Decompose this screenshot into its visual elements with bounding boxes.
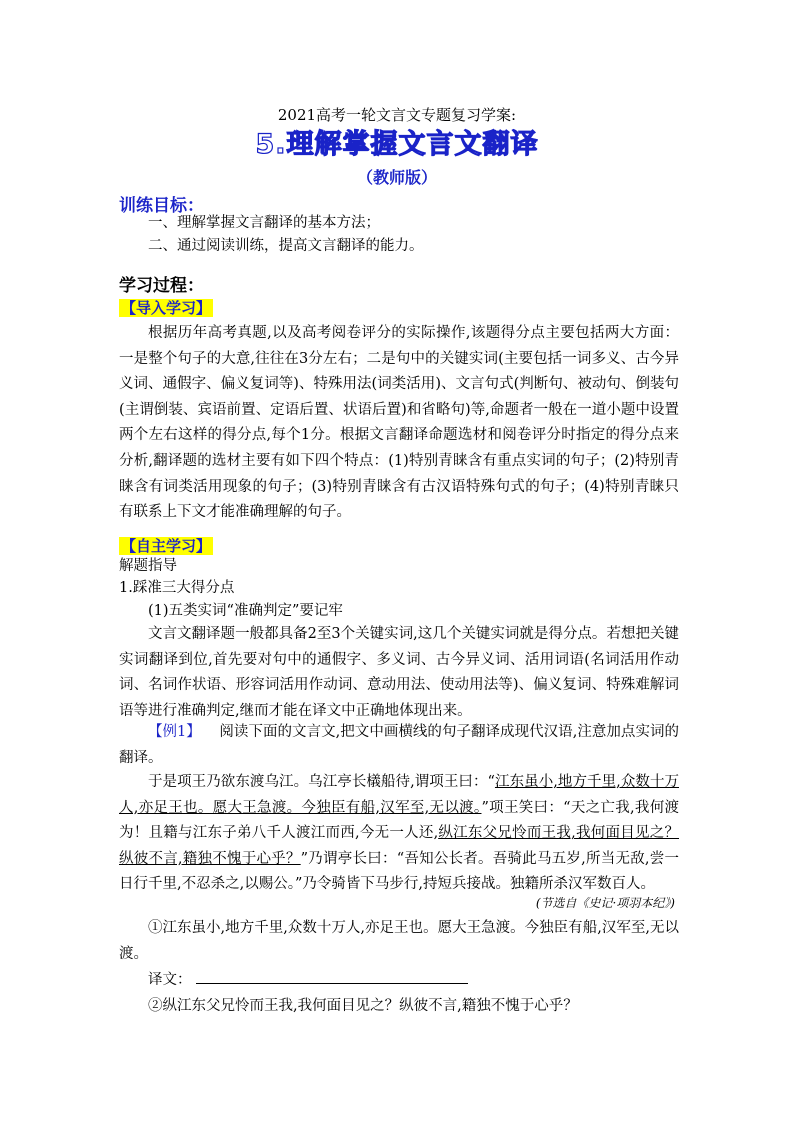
guide-heading: 解题指导 [119, 558, 177, 574]
doc-title: 5.理解掌握文言文翻译 [255, 129, 539, 160]
sub-heading: (1)五类实词“准确判定”要记牢 [148, 603, 343, 619]
sub1-text: 文言文翻译题一般都具备2至3个关键实词,这几个关键实词就是得分点。若想把关键实词翻译到位,首先要对句中的通假字、多义词、古今异义词、活用词语(名词活用作动词、名词作状语、形容词活用作动词、意动用法、使动用法等)、偏义复词、特殊难解词语等进行准确判定,继而才能在译文中正确地体现出来。 [119, 626, 679, 719]
example-tag: 【例1】 [148, 724, 201, 740]
passage-underlined-1: 江东虽小,地方千里,众数十万人,亦足王也。愿大王急渡。今独臣有船,汉军至,无以渡。 [119, 774, 679, 816]
point-heading: 1.踩准三大得分点 [119, 580, 235, 596]
doc-edition: （教师版） [356, 168, 437, 187]
goal-item: 一、理解掌握文言翻译的基本方法； [148, 215, 380, 231]
goal-item: 二、通过阅读训练，提高文言翻译的能力。 [148, 238, 424, 254]
goals-heading: 训练目标： [119, 196, 204, 216]
intro-tag-label: 【导入学习】 [121, 299, 212, 317]
question-1 [119, 916, 679, 967]
question-2: ②纵江东父兄怜而王我,我何面目见之？纵彼不言,籍独不愧于心乎？ [148, 998, 578, 1014]
doc-subtitle: 2021高考一轮文言文专题复习学案: [277, 106, 517, 124]
example-paragraph [119, 720, 679, 771]
passage-part-c: ”乃谓亭长曰：“吾知公长者。吾骑此马五岁,所当无敌,尝一日行千里,不忍杀之,以赐公。”乃令骑皆下马步行,持短兵接战。独籍所杀汉军数百人。 [119, 850, 680, 893]
translation-label: 译文： [148, 972, 192, 988]
process-heading: 学习过程： [119, 276, 204, 296]
self-study-tag-label: 【自主学习】 [121, 537, 212, 555]
passage-underlined-2: 纵江东父兄怜而王我,我何面目见之？纵彼不言,籍独不愧于心乎？ [119, 825, 680, 867]
passage-source: (节选自《史记·项羽本纪》) [535, 896, 675, 910]
intro-paragraph [119, 321, 679, 526]
passage-part-b: ”项王笑曰：“天之亡我,我何渡为！且籍与江东子弟八千人渡江而西,今无一人还, [119, 799, 679, 842]
intro-text: 根据历年高考真题,以及高考阅卷评分的实际操作,该题得分点主要包括两大方面：一是整个句子的大意,往往在3分左右；二是句中的关键实词(主要包括一词多义、古今异义词、通假字、偏义复词等)、特殊用法(词类活用)、文言句式(判断句、被动句、倒装句(主谓倒装、宾语前置、定语后置、状语后置)和省略句)等,命题者一般在一道小题中设置两个左右这样的得分点,每个1分。根据文言翻译命题选材和阅卷评分时指定的得分点来分析,翻译题的选材主要有如下四个特点：(1)特别青睐含有重点实词的句子；(2)特别青睐含有词类活用现象的句子；(3)特别青睐含有古汉语特殊句式的句子；(4)特别青睐只有联系上下文才能准确理解的句子。 [119, 325, 679, 521]
question-1-text: ①江东虽小,地方千里,众数十万人,亦足王也。愿大王急渡。今独臣有船,汉军至,无以渡。 [119, 920, 679, 962]
passage-paragraph [119, 770, 679, 898]
intro-tag [119, 297, 213, 318]
translation-answer-blank[interactable] [196, 969, 468, 984]
example-instruction: 阅读下面的文言文,把文中画横线的句子翻译成现代汉语,注意加点实词的翻译。 [119, 724, 680, 766]
sub1-paragraph [119, 622, 679, 724]
translation-line [148, 967, 468, 993]
passage-part-a: 于是项王乃欲东渡乌江。乌江亭长檥船待,谓项王曰：“ [148, 774, 495, 790]
